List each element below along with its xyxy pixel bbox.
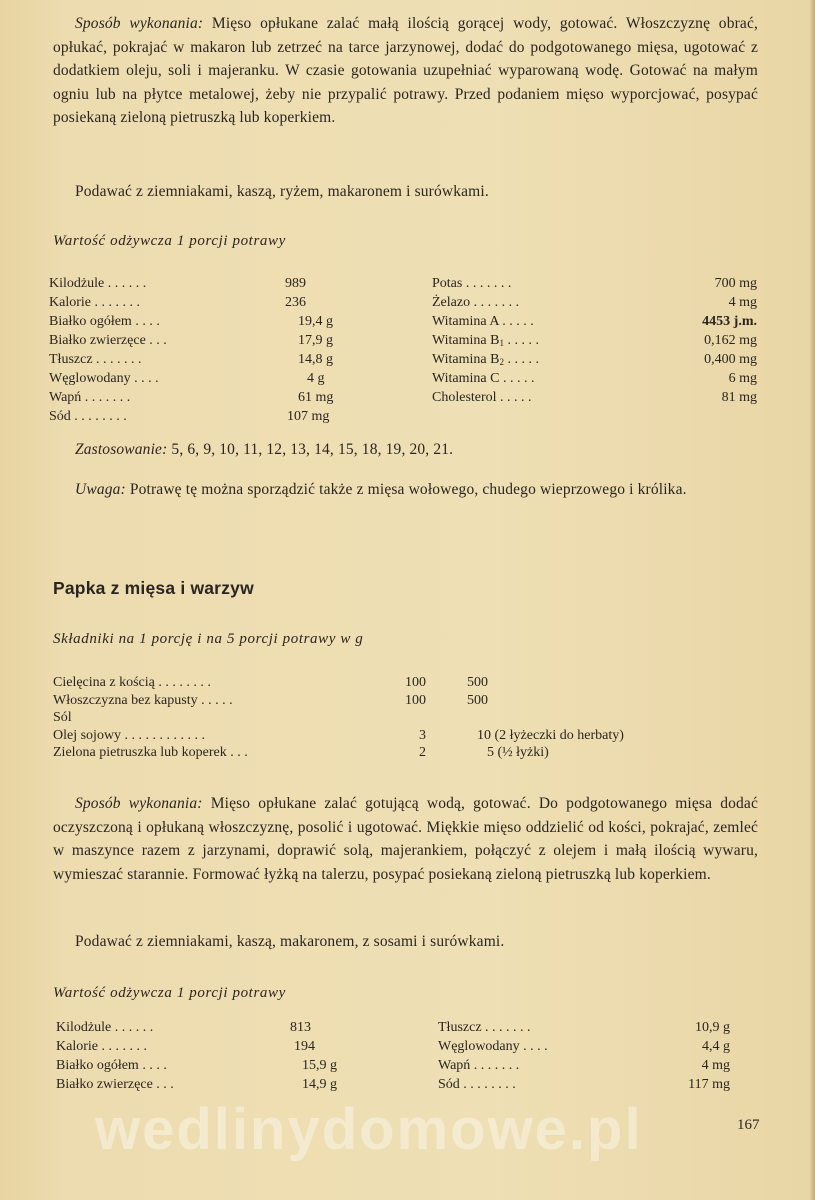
nutrition-row [49,369,349,388]
nutrient-value: 4,4 g [702,1039,730,1054]
ingredient-qty-5: 500 [467,692,488,708]
nutrient-label: Tłuszcz . . . . . . . [49,352,142,367]
ingredient-row [53,743,753,761]
nutrition-table-1-left [49,274,349,426]
page-number: 167 [737,1117,760,1133]
nutrient-value: 61 mg [298,390,334,405]
nutrient-label: Witamina B [432,352,500,367]
nutrient-label: Żelazo . . . . . . . [432,295,520,310]
nutrient-label: Białko zwierzęce . . . [49,333,167,348]
ingredient-qty-5: 5 (½ łyżki) [487,745,549,760]
nutrient-label: Kilodżule . . . . . . [56,1020,154,1035]
nutrient-label: Białko ogółem . . . . [56,1058,167,1073]
nutrition-row [49,331,349,350]
nutrient-value: 10,9 g [695,1020,730,1035]
nutrient-value: 4453 j.m. [702,314,757,329]
ingredient-row [53,726,753,744]
nutrient-value: 0,162 mg [704,333,757,348]
nutrient-label: Potas . . . . . . . [432,276,512,291]
ingredient-name: Olej sojowy . . . . . . . . . . . . [53,727,206,743]
nutrient-label: Witamina C . . . . . [432,371,535,386]
usage-text: 5, 6, 9, 10, 11, 12, 13, 14, 15, 18, 19, 20, 21. [167,441,454,458]
ingredient-qty-1: 100 [405,675,426,690]
nutrient-value: 14,9 g [302,1077,337,1092]
nutrition-row [432,274,762,293]
nutrition-row [56,1037,356,1056]
method-label-2: Sposób wykonania: [75,795,203,812]
nutrient-value: 15,9 g [302,1058,337,1073]
nutrition-row [432,388,762,407]
nutrient-label: Białko zwierzęce . . . [56,1077,174,1092]
nutrient-label: Sód . . . . . . . . [49,409,127,424]
note-label: Uwaga: [75,481,126,498]
ingredient-name: Sól [53,710,72,725]
method-text-2: Mięso opłukane zalać gotującą wodą, gotować. Do podgotowanego mięsa dodać oczyszczoną i opłukaną włoszczyznę, posolić i ugotować. Miękkie mięso oddzielić od kości, pokrajać, zemleć w maszynce razem z jarzynami, doprawić solą, majerankiem, połączyć z olejem i małą ilością wywaru, wymieszać starannie. Formować łyżką na talerzu, posypać posiekaną zieloną pietruszką lub koperkiem. [53,795,758,883]
nutrient-label: Witamina A . . . . . [432,314,534,329]
nutrition-table-2-right [438,1018,733,1094]
nutrient-value: 14,8 g [298,352,333,367]
nutrient-label: Sód . . . . . . . . [438,1077,516,1092]
ingredient-qty-1: 100 [405,692,426,708]
nutrient-value: 4 mg [701,1058,730,1073]
nutrient-label: Białko ogółem . . . . [49,314,160,329]
nutrient-value: 236 [285,295,306,310]
nutrient-label: Wapń . . . . . . . [49,390,131,405]
nutrition-row [49,350,349,369]
nutrition-row [56,1056,356,1075]
ingredient-qty-5: 500 [467,675,488,690]
nutrient-value: 700 mg [714,276,757,291]
ingredients-table [53,673,753,761]
nutrient-value: 4 g [307,371,325,386]
serve-text-1: Podawać z ziemniakami, kaszą, ryżem, makaronem i surówkami. [75,183,489,200]
nutrition-row [49,293,349,312]
nutrition-table-1-right [432,274,762,407]
ingredient-row [53,673,753,691]
nutrition-row [49,274,349,293]
ingredients-heading: Składniki na 1 porcję i na 5 porcji potrawy w g [53,631,364,647]
nutrition-table-2-left [56,1018,356,1094]
serve-text-2: Podawać z ziemniakami, kaszą, makaronem, z sosami i surówkami. [75,933,505,950]
ingredient-name: Zielona pietruszka lub koperek . . . [53,745,248,760]
ingredient-qty-5: 10 (2 łyżeczki do herbaty) [477,727,624,743]
ingredient-name: Włoszczyzna bez kapusty . . . . . [53,692,233,708]
note-paragraph [53,478,758,502]
nutrient-label: Węglowodany . . . . [438,1039,548,1054]
nutrition-row [438,1075,733,1094]
serve-paragraph-2 [53,930,758,954]
nutrition-row [432,331,762,350]
nutrient-value: 17,9 g [298,333,333,348]
nutrition-row [432,369,762,388]
nutrient-value: 0,400 mg [704,352,757,367]
nutrition-row [49,312,349,331]
nutrition-row [49,388,349,407]
method-label-1: Sposób wykonania: [75,15,204,32]
ingredient-qty-1: 3 [419,727,426,743]
nutrient-label: Kalorie . . . . . . . [56,1039,147,1054]
nutrition-row [438,1018,733,1037]
nutrient-value: 19,4 g [298,314,333,329]
nutrient-label: Cholesterol . . . . . [432,390,532,405]
nutrition-row [49,407,349,426]
nutrient-subscript: 2 [499,357,504,367]
nutrient-value: 107 mg [287,409,330,424]
ingredient-row [53,691,753,709]
nutrition-row [432,312,762,331]
watermark: wedlinydomowe.pl [95,1097,643,1162]
nutrition-row [432,293,762,312]
nutrient-dots: . . . . . [503,352,539,367]
nutrient-label: Kilodżule . . . . . . [49,276,147,291]
nutrient-label: Węglowodany . . . . [49,371,159,386]
nutrient-subscript: 1 [499,338,504,348]
method-text-1: Mięso opłukane zalać małą ilością gorącej wody, gotować. Włoszczyznę obrać, opłukać, pokrajać w makaron lub zetrzeć na tarce jarzynowej, dodać do podgotowanego mięsa, ugotować z dodatkiem oleju, soli i majeranku. W czasie gotowania uzupełniać wyparowaną wodę. Gotować na małym ogniu lub na płytce metalowej, żeby nie przypalić potrawy. Przed podaniem mięso wyporcjować, posypać posiekaną zieloną pietruszką lub koperkiem. [53,15,758,127]
nutrient-value: 813 [290,1020,311,1035]
nutrient-value: 989 [285,276,306,291]
usage-label: Zastosowanie: [75,441,168,458]
ingredient-qty-1: 2 [419,745,426,760]
nutrient-value: 194 [294,1039,315,1054]
method-paragraph-2 [53,792,758,886]
ingredient-name: Cielęcina z kością . . . . . . . . [53,675,211,690]
nutrition-row [56,1075,356,1094]
nutrient-label: Tłuszcz . . . . . . . [438,1020,531,1035]
nutrient-value: 6 mg [728,371,757,386]
ingredient-row [53,708,753,726]
nutrient-value: 117 mg [688,1077,730,1092]
nutrient-dots: . . . . . [503,333,539,348]
nutrient-label: Witamina B [432,333,500,348]
nutrition-row [438,1056,733,1075]
nutrition-row [56,1018,356,1037]
nutrient-value: 81 mg [721,390,757,405]
method-paragraph-1 [53,12,758,130]
nutrient-label: Kalorie . . . . . . . [49,295,140,310]
usage-paragraph [53,438,758,462]
nutrition-heading-2: Wartość odżywcza 1 porcji potrawy [53,985,286,1001]
serve-paragraph-1 [53,180,758,204]
nutrition-row [432,350,762,369]
dish-title: Papka z mięsa i warzyw [53,578,254,598]
nutrient-label: Wapń . . . . . . . [438,1058,520,1073]
note-text: Potrawę tę można sporządzić także z mięsa wołowego, chudego wieprzowego i królika. [125,481,687,498]
nutrition-row [438,1037,733,1056]
nutrient-value: 4 mg [728,295,757,310]
page-edge-shadow [809,0,815,1200]
nutrition-heading-1: Wartość odżywcza 1 porcji potrawy [53,233,286,249]
